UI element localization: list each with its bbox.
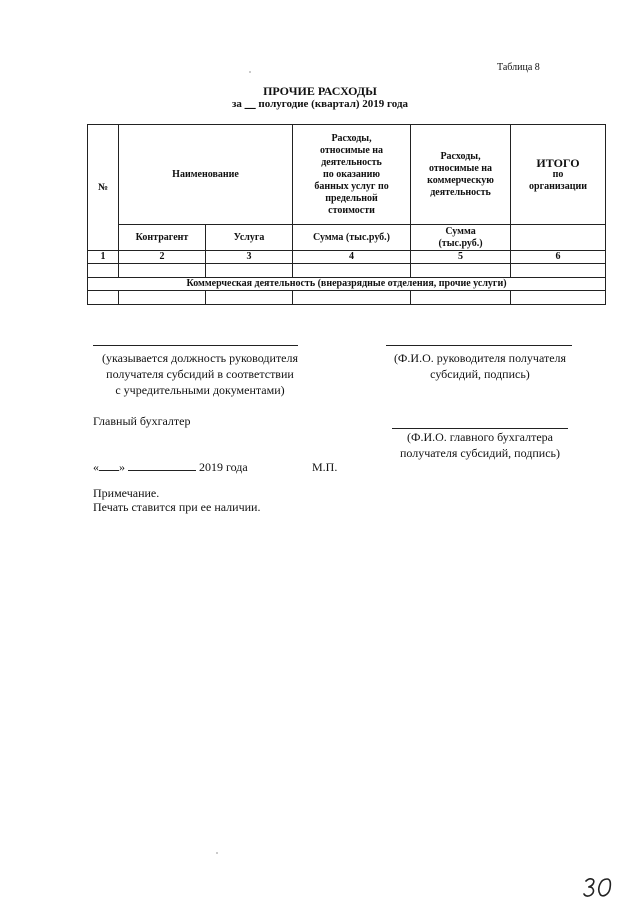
date-quote-close: » <box>119 460 125 474</box>
table-row <box>88 291 606 305</box>
sum-line: (тыс.руб.) <box>438 237 483 249</box>
total-line: организации <box>529 180 587 192</box>
header-cell-commercial <box>411 125 511 225</box>
head-signature-line <box>386 345 572 346</box>
subheader-empty <box>511 225 606 251</box>
regulated-line: Расходы, <box>331 132 372 144</box>
total-line: по <box>552 168 564 180</box>
seal-label: М.П. <box>312 460 338 474</box>
regulated-line: по оказанию <box>322 168 381 180</box>
subheader-service: Услуга <box>206 225 293 251</box>
date-line <box>93 460 248 475</box>
header-cell-regulated <box>293 125 411 225</box>
head-signature-caption: (Ф.И.О. руководителя получателя субсидий, подпись) <box>393 351 567 381</box>
column-number: 3 <box>206 251 293 264</box>
total-line: ИТОГО <box>536 155 580 170</box>
subtitle-prefix: за <box>231 98 242 110</box>
table-number-row <box>88 251 606 264</box>
commercial-line: коммерческую <box>427 174 494 186</box>
scan-speck <box>216 852 218 854</box>
scan-speck <box>249 71 251 73</box>
handwritten-page-number <box>580 875 620 899</box>
column-number: 1 <box>88 251 119 264</box>
header-cell-total <box>511 125 606 225</box>
date-year: 2019 года <box>199 460 248 474</box>
note-text: Печать ставится при ее наличии. <box>93 500 261 514</box>
regulated-line: относимые на <box>319 144 384 156</box>
page-title: ПРОЧИЕ РАСХОДЫ <box>263 84 377 98</box>
subheader-counterparty: Контрагент <box>119 225 206 251</box>
subtitle-suffix: полугодие (квартал) 2019 года <box>258 98 409 110</box>
table-header-row <box>88 125 606 225</box>
expenses-table <box>87 124 606 305</box>
date-month-blank <box>128 470 196 471</box>
page-subtitle <box>0 98 640 110</box>
head-position-caption: (указывается должность руководителя получателя субсидий в соответствии с учредительными документами) <box>101 351 299 397</box>
head-position-line <box>93 345 298 346</box>
commercial-line: относимые на <box>428 162 493 174</box>
section-commercial: Коммерческая деятельность (внеразрядные отделения, прочие услуги) <box>88 278 606 291</box>
date-quote-open: « <box>93 460 99 474</box>
date-day-blank <box>99 470 119 471</box>
column-number: 4 <box>293 251 411 264</box>
note-label: Примечание. <box>93 486 160 500</box>
regulated-line: стоимости <box>328 204 375 216</box>
regulated-line: банных услуг по <box>314 180 389 192</box>
subtitle-blank: __ <box>244 98 256 110</box>
subheader-sum-commercial <box>411 225 511 251</box>
header-cell-name: Наименование <box>119 125 293 225</box>
chief-accountant-label: Главный бухгалтер <box>93 414 191 428</box>
table-subheader-row <box>88 225 606 251</box>
column-number: 2 <box>119 251 206 264</box>
regulated-line: деятельность <box>321 156 382 168</box>
subheader-sum-regulated: Сумма (тыс.руб.) <box>293 225 411 251</box>
commercial-line: Расходы, <box>440 150 481 162</box>
column-number: 5 <box>411 251 511 264</box>
accountant-signature-caption: (Ф.И.О. главного бухгалтера получателя субсидий, подпись) <box>399 430 560 460</box>
sum-line: Сумма <box>445 225 476 237</box>
table-row <box>88 264 606 278</box>
column-number: 6 <box>511 251 606 264</box>
header-cell-number: № <box>88 125 119 251</box>
commercial-line: деятельность <box>430 186 491 198</box>
regulated-line: предельной <box>325 192 378 204</box>
table-section-row <box>88 278 606 291</box>
table-number-label: Таблица 8 <box>497 62 540 73</box>
